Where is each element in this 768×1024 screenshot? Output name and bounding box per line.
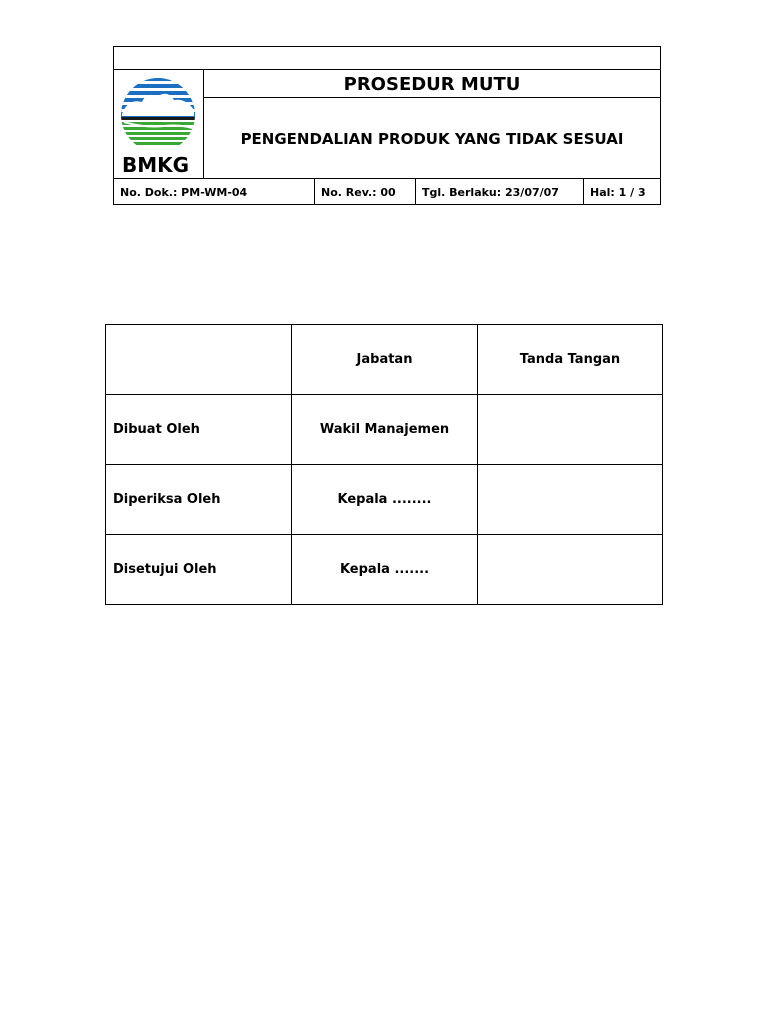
header-cell-empty bbox=[106, 325, 292, 395]
effective-date: Tgl. Berlaku: 23/07/07 bbox=[422, 185, 559, 199]
document-subtitle: PENGENDALIAN PRODUK YANG TIDAK SESUAI bbox=[240, 129, 624, 148]
document-title: PROSEDUR MUTU bbox=[343, 73, 521, 95]
header-cell-position: Jabatan bbox=[292, 325, 478, 395]
document-header bbox=[113, 46, 661, 205]
table-row bbox=[106, 395, 663, 465]
signature-cell bbox=[478, 535, 663, 605]
role-cell: Dibuat Oleh bbox=[106, 395, 292, 465]
header-cell-signature: Tanda Tangan bbox=[478, 325, 663, 395]
role-cell: Disetujui Oleh bbox=[106, 535, 292, 605]
signature-cell bbox=[478, 395, 663, 465]
signature-cell bbox=[478, 465, 663, 535]
position-cell: Kepala ....... bbox=[292, 535, 478, 605]
page-number: Hal: 1 / 3 bbox=[590, 185, 646, 199]
position-cell: Kepala ........ bbox=[292, 465, 478, 535]
revision-number: No. Rev.: 00 bbox=[321, 185, 396, 199]
table-row bbox=[106, 465, 663, 535]
table-row bbox=[106, 535, 663, 605]
role-cell: Diperiksa Oleh bbox=[106, 465, 292, 535]
logo-wordmark: BMKG bbox=[122, 153, 190, 177]
table-header-row bbox=[106, 325, 663, 395]
doc-number: No. Dok.: PM-WM-04 bbox=[120, 185, 248, 199]
position-cell: Wakil Manajemen bbox=[292, 395, 478, 465]
approval-table bbox=[105, 324, 663, 605]
bmkg-logo bbox=[114, 70, 204, 179]
